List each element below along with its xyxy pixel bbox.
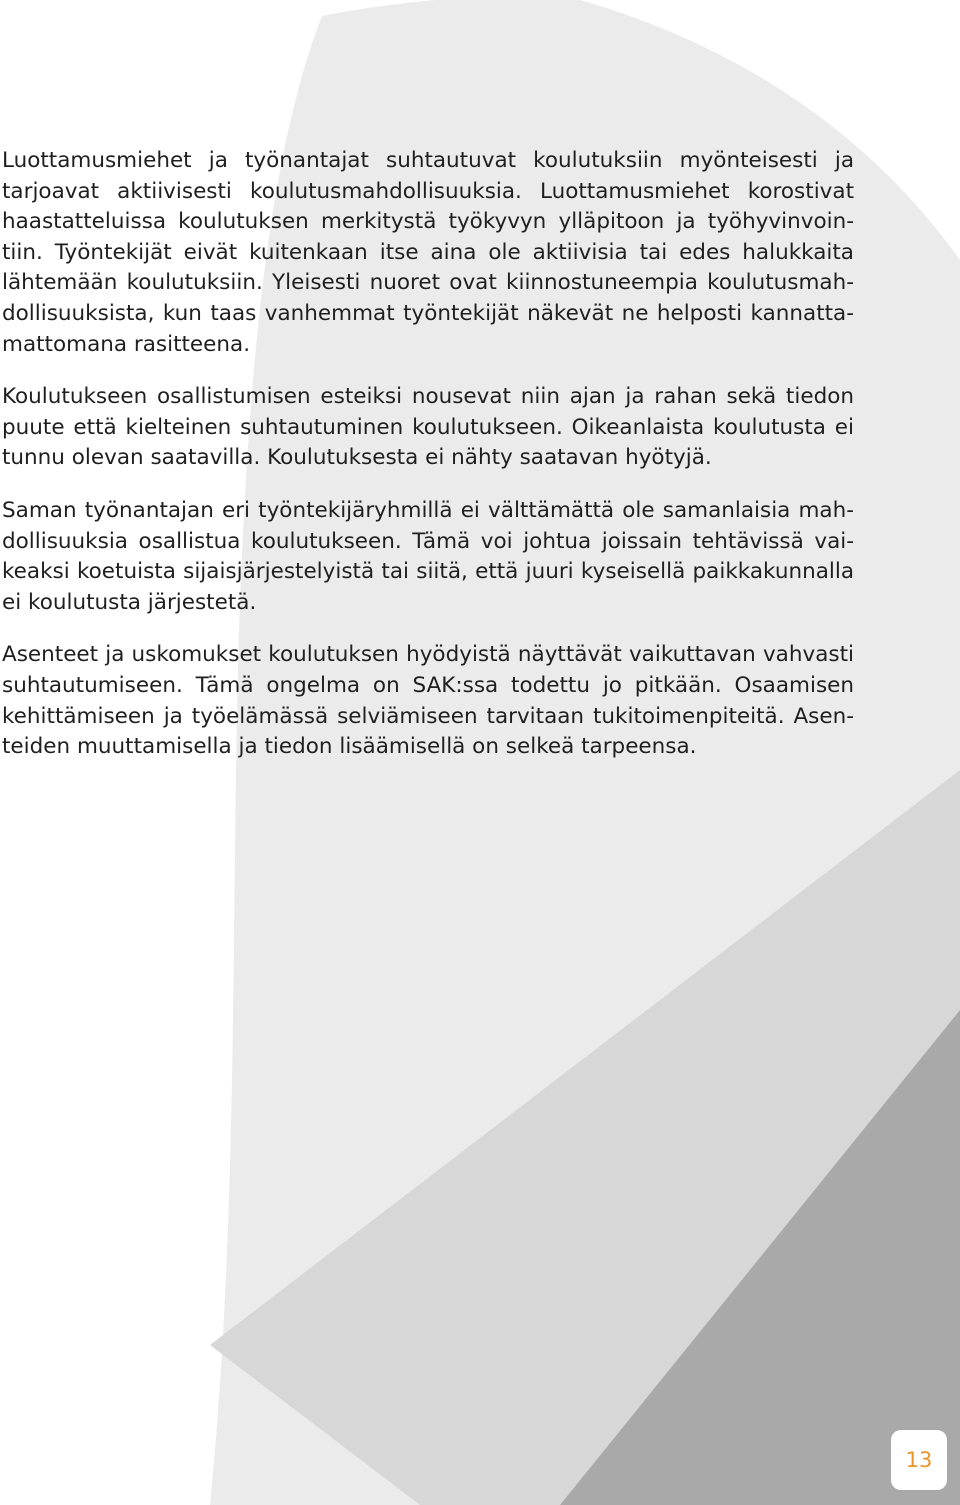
paragraph-4: Asenteet ja uskomukset koulutuksen hyödyistä näyttävät vaikuttavan vahvasti suhtautumiseen. Tämä ongelma on SAK:ssa todettu jo pitkään. Osaamisen kehittämiseen ja työelämässä selviämiseen tarvitaan tukitoimenpiteitä. Asenteiden muuttamisella ja tiedon lisäämisellä on selkeä tarpeensa. [2,642,854,760]
body-text [2,146,854,785]
paragraph-1: Luottamusmiehet ja työnantajat suhtautuvat koulutuksiin myönteisesti ja tarjoavat aktiivisesti koulutusmahdollisuuksia. Luottamusmiehet korostivat haastatteluissa koulutuksen merkitystä työkyvyn ylläpitoon ja työhyvinvointiin. Työntekijät eivät kuitenkaan itse aina ole aktiivisia tai edes halukkaita lähtemään koulutuksiin. Yleisesti nuoret ovat kiinnostuneempia koulutusmahdollisuuksista, kun taas vanhemmat työntekijät näkevät ne helposti kannattamattomana rasitteena. [2,148,854,357]
paragraph-3: Saman työnantajan eri työntekijäryhmillä ei välttämättä ole samanlaisia mahdollisuuksia osallistua koulutukseen. Tämä voi johtua joissain tehtävissä vaikeaksi koetuista sijaisjärjestelyistä tai siitä, että juuri kyseisellä paikkakunnalla ei koulutusta järjestetä. [2,497,854,615]
page-number: 13 [905,1448,933,1472]
page-number-badge [891,1430,947,1490]
paragraph-2: Koulutukseen osallistumisen esteiksi nousevat niin ajan ja rahan sekä tiedon puute että kielteinen suhtautuminen koulutukseen. Oikeanlaista koulutusta ei tunnu olevan saatavilla. Koulutuksesta ei nähty saatavan hyötyjä. [2,384,854,471]
